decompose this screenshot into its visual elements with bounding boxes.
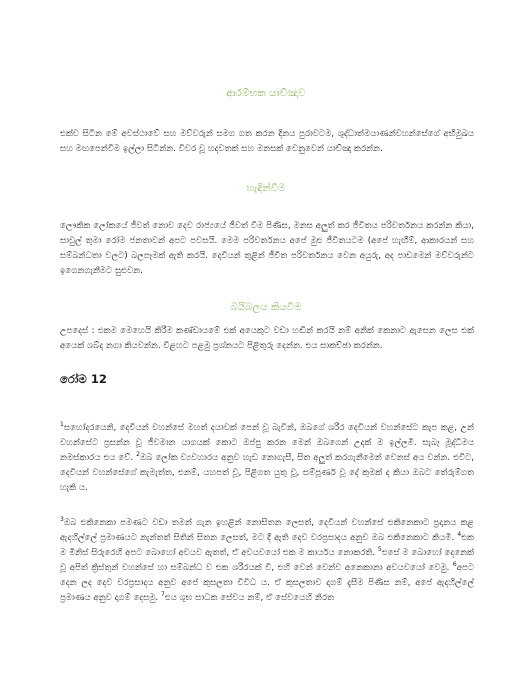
verses-1-2-paragraph [60, 421, 474, 496]
opening-prayer-heading: ආරම්භක යාච්ඤාව [226, 88, 306, 99]
verse-text: එය ශුභ සාධක සේවය නම්, ඒ සේවයෙහි නිරත [164, 593, 334, 603]
chapter-title: රෝම 12 [60, 372, 107, 386]
introduction-paragraph: ලෞකික ලෝකයේ ජීවත් නොව දෙව රාජ්‍යයේ ජීවත් වීම පිණිස, මනස අලුත් කර ජීවිතය පරිවර්තනය කරන්න කියා, සාවුල් තුමා රෝම ජනතාවන් අපට පවසයි. මෙම පරිවර්තනය අපේ මුළු ජීවිතයටම (අපේ හැඟීම්, ආකාරයන් සහ සම්බන්ධතා වලට) බලපෑමක් ඇති කරයි. දෙවියන් තුළින් ජීවිත පරිවර්තනය වෙන අයුරු, අද පාඩමෙන් මව්වරුන්ට ඉගෙනගැනීමට සුළුවන. [60, 221, 474, 276]
bible-reading-heading: බයිබලය කියවීම [230, 302, 302, 313]
verse-number: 6 [452, 561, 457, 569]
verse-text: එක ම මිනිස් සිරුරෙහි අපට බොහෝ අවයව ඇතත්, ඒ අවයවයෝ එක ම කාර්යය නොකරති. [60, 533, 475, 558]
verse-text: සහෝදරයෙනි, දෙවියන් වහන්සේ මහත් දයාවක් පෙන් වූ බැවින්, ඔබගේ ශරීර දෙවියන් වහන්සේට කැප කළ, උන් වහන්සේට ප්‍රසන්න වූ ජීවමාන යාගයක් කොට ඔප්පු කරන මෙන් ඔබගෙන් උදක් ම ඉල්ලමි. සැබෑ මූද්ධිමය නමස්කාරය එය වේ. [60, 423, 474, 463]
verse-number: 3 [60, 516, 64, 524]
verse-number: 2 [136, 451, 140, 459]
opening-prayer-paragraph: එක්ව සිටින මේ අවස්ථාවේ සහ මව්වරුන් සමග ගත කරන දිනය පුරාවටම, ශුද්ධාත්මයාණන්වහන්සේගේ අභිමුඛය සහ මඟපෙන්වීම ඉල්ලා සිටින්න. විවර වූ හදවතක් සහ මනසක් වෙනුවෙන් යාච්ඤා කරන්න. [60, 129, 474, 154]
verse-number: 1 [60, 421, 64, 429]
verse-text: එසේ ම බොහෝ දෙනෙක් වූ අපිත් ක්‍රිස්තුන් වහන්සේ හා සම්බන්ධ ව එක ශරීරයක් වී, එහි වෙන් වෙන්ව අනෙකානා අවයවයෝ වෙමු. [60, 548, 474, 573]
verse-text: ඔබ එකිනෙකා පමණට වඩා තමන් ගැන ඉහළින් නොසිතන ලෙසත්, දෙවියන් වහන්සේ එකිනෙකාට ප්‍රදානය කළ ඇදහිල්ලේ ප්‍රමාණයට නැන්තත් සිතින් සිතන ලෙසත්, මට දී ඇති දෙව වරප්‍රසාදය අනුව ඔබ එකිනෙකාට කියමි. [60, 518, 474, 543]
verse-text: අපට දෙන ලද දෙව වරප්‍රසාදය අනුව අපේ කුසලතා විවිධ ය. ඒ කුසලතාව දාගම් දැසීම පිණිස නම්, අපේ ඇදහිල්ලේ ප්‍රමාණය අනුව දාගම් දෙසමු. [60, 563, 474, 603]
verse-number: 5 [377, 546, 382, 554]
verses-3-7-paragraph [60, 516, 474, 606]
introduction-heading: හැඳින්වීම [246, 183, 286, 194]
verse-number: 7 [160, 591, 165, 599]
verse-number: 4 [457, 531, 462, 539]
instruction-paragraph: උපදෙස් : එකම මෙහෙයි කිරීම කණ්ඩායමේ එක් අයෙකුට වඩා හඬින් කරයි නම් අනික් කෙනාට ඇසෙන ලෙස එක් අයෙක් ශබ්ද නගා කියවන්න. විළහට පළමු ප්‍රශ්නයට පිළිතුරු දෙන්න. එය සාකච්ඡා කරන්න. [60, 326, 474, 351]
verse-text: ඔබ ලෝක ව්‍යවහාරය අනුව හැඩ නොගැසී, සිත අලුත් කරගැනීමෙන් වෙනස් අය වන්න. එවිට, දෙවියන් වහන්සේගේ කැමැත්ත, එනම්, යහපත් වූ, පිළිගත යුතු වූ, සම්පූර්ණ වූ දේ කුමක් ද කියා ඔබට තේරුම්ගත හැකි ය. [60, 453, 474, 493]
